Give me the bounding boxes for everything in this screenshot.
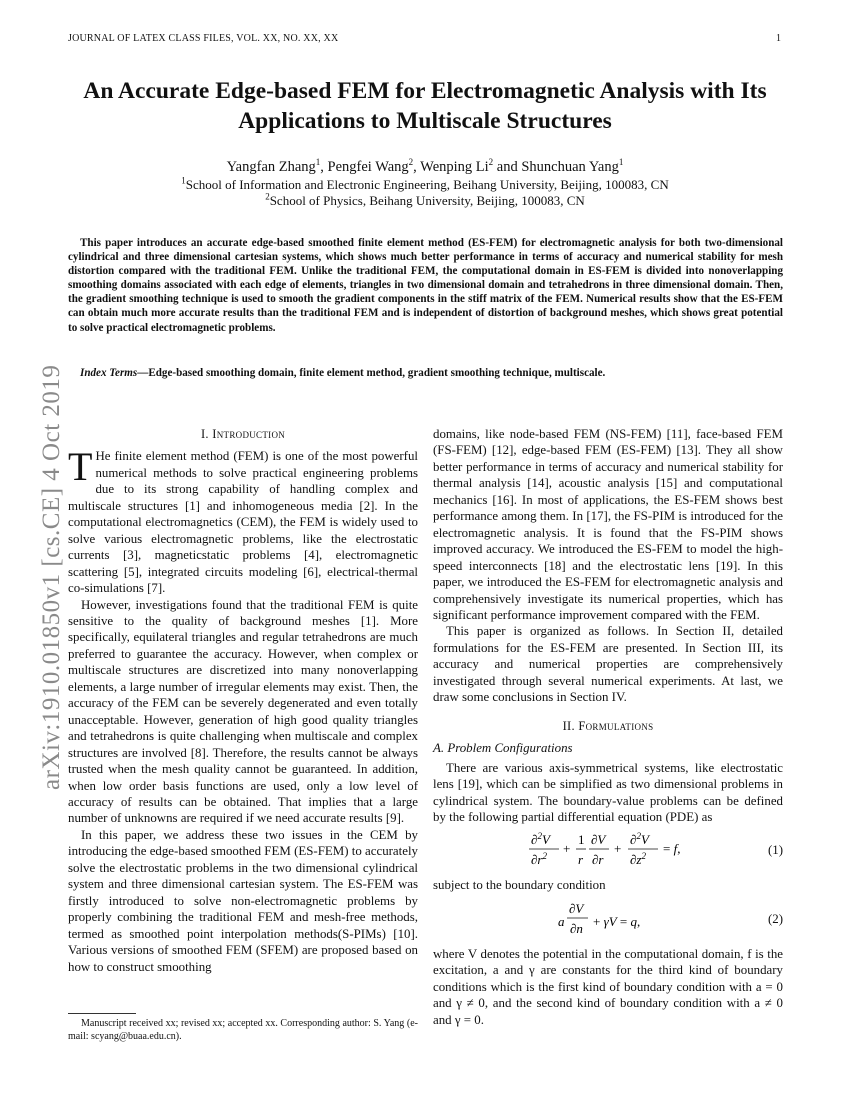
drop-cap: T: [68, 444, 93, 490]
paragraph: There are various axis-symmetrical systems, like electrostatic lens [19], which can be simplified as two dimensional problems in cylindrical system. The boundary-value problems can be defined by the following partial differential equation (PDE) as: [433, 760, 783, 824]
equation-1: [433, 829, 783, 873]
equation-1-math: [433, 829, 733, 873]
paragraph: subject to the boundary condition: [433, 878, 606, 893]
footnote-rule: [68, 1013, 136, 1014]
author-sup: 1: [618, 157, 624, 168]
affiliation-sup: 1: [181, 175, 186, 186]
affiliation-1: [60, 177, 790, 193]
author-sup: 2: [408, 157, 414, 168]
page-number: 1: [776, 33, 781, 44]
running-header: JOURNAL OF LATEX CLASS FILES, VOL. XX, NO. XX, XX: [68, 33, 339, 44]
paragraph: where V denotes the potential in the computational domain, f is the excitation, a and γ are constants for the third kind of boundary conditions which is the first kind of boundary condition with a = 0 and γ ≠ 0, and the second kind of boundary condition with a ≠ 0 and γ = 0.: [433, 946, 783, 1027]
section-numeral: I.: [200, 427, 209, 441]
author-sep: ,: [413, 159, 421, 175]
author-name: Yangfan Zhang: [226, 159, 316, 175]
equation-number: (2): [767, 911, 783, 926]
paragraph: In this paper, we address these two issues in the CEM by introducing the edge-based smoothed FEM (ES-FEM) to accurately solve the electrostatic problems in the two dimensional cylindrical system and three dimensional cartesian system. The ES-FEM was firstly introduced to solve non-electromagnetic problems by properly combining the traditional FEM and mesh-free methods, termed as smoothed point interpolation methods(S-PIMs) [10]. Various versions of smoothed FEM (SFEM) are proposed based on how to construct smoothing: [68, 827, 418, 974]
svg-text:∂V: ∂V: [569, 900, 584, 916]
svg-text:∂n: ∂n: [570, 920, 583, 936]
footnote: Manuscript received xx; revised xx; accepted xx. Corresponding author: S. Yang (e-mail: scyang@buaa.edu.cn).: [68, 1018, 418, 1042]
svg-text:+: +: [563, 841, 571, 857]
abstract: This paper introduces an accurate edge-based smoothed finite element method (ES-FEM) for electromagnetic analysis for both two-dimensional cylindrical and three dimensional cartesian systems, which shows much better performance in terms of accuracy and numerical stability for mesh distortion compared with the traditional FEM. Unlike the traditional FEM, the computational domain in ES-FEM is divided into nonoverlapping smoothing domains associated with each edge of elements, triangles in two dimensional domain and tetrahedrons in three dimensional domain. Then, the gradient smoothing technique is used to smooth the gradient components in the stiff matrix of the FEM. Numerical results show that the ES-FEM can obtain much more accurate results than the traditional FEM and is independent of distortion of background meshes, which shows great potential to solve practical electromagnetic problems.: [68, 237, 783, 334]
paragraph-text: He finite element method (FEM) is one of the most powerful numerical methods to solve practical engineering problems due to its strong capability of handling complex and multiscale structures [1] and inhomogeneous media [2]. In the computational electromagnetics (CEM), the FEM is widely used to solve various electromagnetic problems, like the electrostatic currents [3], magneticstatic problems [4], electromagnetic scattering [5], integrated circuits modeling [6], electrical-thermal co-simulations [7].: [68, 449, 418, 596]
author-sep: and: [493, 159, 522, 175]
author-name: Wenping Li: [420, 159, 489, 175]
equation-2-math: [433, 898, 733, 942]
affiliation-text: School of Physics, Beihang University, Beijing, 100083, CN: [269, 193, 585, 208]
author-name: Pengfei Wang: [327, 159, 409, 175]
right-column: [433, 426, 783, 1028]
paragraph: This paper is organized as follows. In Section II, detailed formulations for the ES-FEM are presented. In Section III, its accuracy and numerical properties are comprehensively investigated through several numerical experiments. At last, we draw some conclusions in Section IV.: [433, 624, 783, 705]
author-sep: ,: [320, 159, 328, 175]
index-terms: [68, 366, 783, 380]
index-terms-label: Index Terms: [80, 367, 138, 379]
author-list: [60, 157, 790, 177]
svg-text:∂r: ∂r: [592, 852, 604, 868]
author-name: Shunchuan Yang: [521, 159, 619, 175]
subsection-heading: A. Problem Configurations: [433, 741, 573, 756]
section-title: Formulations: [578, 718, 654, 733]
section-numeral: II.: [562, 718, 575, 733]
section-title: Introduction: [212, 427, 286, 441]
left-column: [68, 426, 418, 975]
svg-text:∂2V: ∂$^2$V: [630, 831, 649, 848]
equation-2: [433, 898, 783, 942]
svg-text:1: 1: [578, 832, 585, 848]
svg-text:r: r: [578, 852, 584, 868]
affiliation-text: School of Information and Electronic Engineering, Beihang University, Beijing, 100083, CN: [185, 177, 669, 192]
affiliation-sup: 2: [265, 191, 270, 202]
affiliation-2: [60, 193, 790, 209]
svg-text:∂2V: ∂$^2$V: [531, 831, 550, 848]
svg-text:= f,: = f,: [663, 841, 681, 857]
svg-text:a: a: [558, 913, 565, 929]
svg-text:∂V: ∂V: [591, 832, 606, 848]
section-heading: [433, 718, 783, 734]
section-heading: [68, 426, 418, 442]
svg-text:∂z2: $\partial z^2$: [630, 851, 646, 868]
author-sup: 2: [488, 157, 494, 168]
svg-text:+: +: [614, 841, 622, 857]
paper-title: An Accurate Edge-based FEM for Electromagnetic Analysis with Its Applications to Multiscale Structures: [83, 78, 767, 134]
svg-text:∂r2: $\partial r^2$: [531, 851, 547, 868]
svg-text:+ γV = q,: + γV = q,: [593, 913, 641, 929]
author-sup: 1: [315, 157, 321, 168]
arxiv-stamp: arXiv:1910.01850v1 [cs.CE] 4 Oct 2019: [38, 364, 65, 790]
paragraph: [68, 444, 418, 596]
paragraph: domains, like node-based FEM (NS-FEM) [11], face-based FEM (FS-FEM) [12], edge-based FEM (ES-FEM) [13]. They all show better performance in terms of accuracy and numerical stability for thermal analysis [14], acoustic analysis [15] and computational mechanics [16]. In most of applications, the ES-FEM shows best performance among them. In [17], the FS-PIM is introduced for the electromagnetic analysis. It is found that the FS-PIM shows improved accuracy. We introduced the ES-FEM to model the high-speed interconnects [18] and the electrostatic lens [19]. In this paper, we introduced the ES-FEM for electromagnetic analysis and comprehensively investigate its numerical properties, which has significant performance improvement compared with the FEM.: [433, 427, 783, 622]
paragraph: However, investigations found that the traditional FEM is quite sensitive to the quality of background meshes [1]. More specifically, equilateral triangles and regular tetrahedrons are much preferred to guarantee the accuracy. However, when complex or multiscale structures are discretized into many nonoverlapping elements, a large number of irregular elements may exist. Then, the accuracy of the FEM can be severely degenerated and even totally unacceptable. However, generation of high good quality triangles and tetrahedrons is quite challenging when multiscale and complex structures are involved [8]. Therefore, the results cannot be always trusted when the mesh quality cannot be guaranteed. In addition, when low order basis functions are used, only a low level of accuracy of results can be obtained. That implies that a large number of unknowns are required if we need accurate results [9].: [68, 597, 418, 826]
index-terms-text: —Edge-based smoothing domain, finite element method, gradient smoothing technique, multiscale.: [137, 367, 606, 379]
equation-number: (1): [767, 843, 783, 858]
